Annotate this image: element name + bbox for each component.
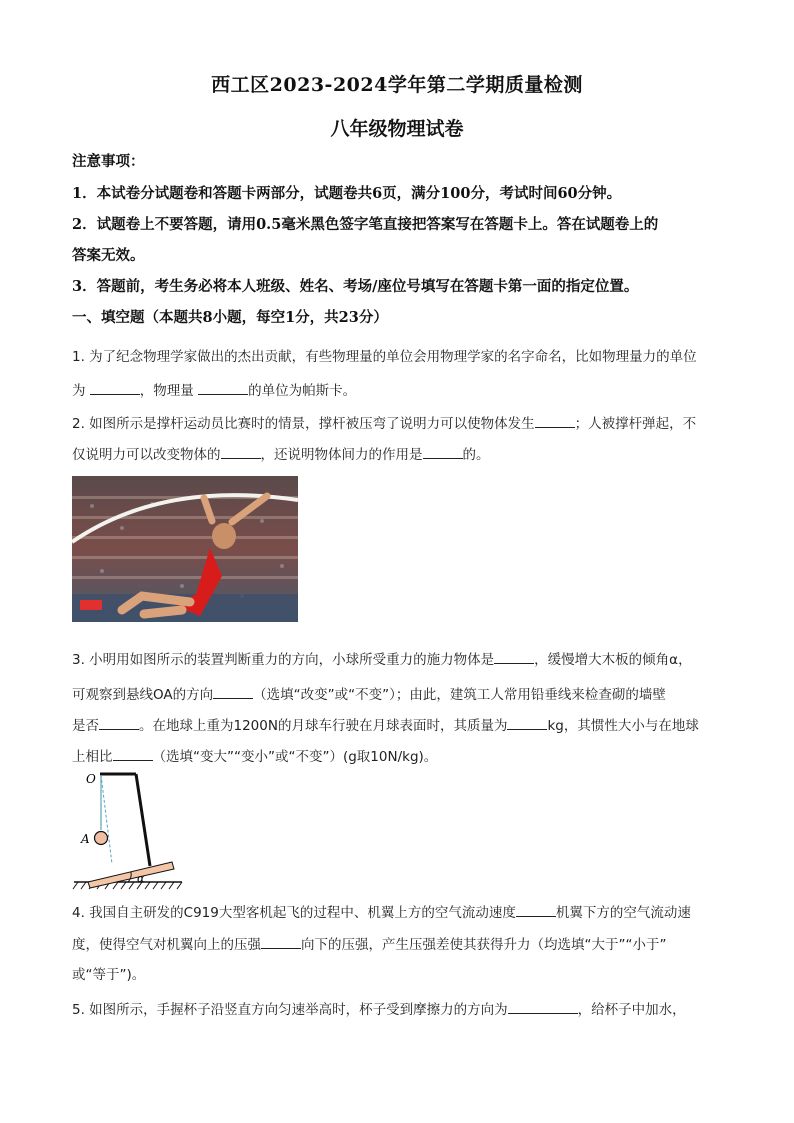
- answer-blank: [99, 715, 139, 730]
- answer-blank: [90, 380, 140, 395]
- question-2-line-2: 仅说明力可以改变物体的 ，还说明物体间力的作用是 的。: [72, 443, 732, 463]
- answer-blank: [494, 649, 534, 664]
- answer-blank: [423, 444, 463, 459]
- pole-vault-photo: [72, 476, 298, 622]
- question-4-line-1: 4. 我国自主研发的C919大型客机起飞的过程中、机翼上方的空气流动速度 机翼下方的空气流动速: [72, 901, 732, 921]
- exam-title: 西工区2023-2024学年第二学期质量检测: [211, 74, 583, 96]
- question-3-line-2: 可观察到悬线OA的方向 （选填“改变”或“不变”）；由此，建筑工人常用铅垂线来检查砌的墙壁: [72, 683, 732, 703]
- question-4-line-2: 度，使得空气对机翼向上的压强 向下的压强，产生压强差使其获得升力（均选填“大于”“小于”: [72, 933, 732, 953]
- section-heading: 一、填空题（本题共8小题，每空1分，共23分）: [72, 309, 388, 326]
- note-item-2-cont: 答案无效。: [72, 247, 145, 264]
- answer-blank: [535, 413, 575, 428]
- pole-vault-illustration: [72, 476, 298, 622]
- question-3-line-3: 是否 。在地球上重为1200N的月球车行驶在月球表面时，其质量为 kg，其惯性大小与在地球: [72, 714, 732, 734]
- answer-blank: [198, 380, 248, 395]
- plumb-line-diagram: [72, 768, 184, 896]
- question-2-line-1: 2. 如图所示是撑杆运动员比赛时的情景，撑杆被压弯了说明力可以使物体发生 ；人被撑杆弹起，不: [72, 412, 732, 432]
- label-alpha: α: [137, 872, 145, 885]
- answer-blank: [113, 746, 153, 761]
- answer-blank: [508, 999, 578, 1014]
- plumb-line-figure: [72, 768, 184, 892]
- note-item-2: 2．试题卷上不要答题，请用0.5毫米黑色签字笔直接把答案写在答题卡上。答在试题卷上的: [72, 216, 659, 233]
- question-3-line-1: 3. 小明用如图所示的装置判断重力的方向，小球所受重力的施力物体是 ，缓慢增大木板的倾角α，: [72, 648, 732, 668]
- label-a: A: [81, 832, 90, 846]
- question-1-line-2: 为 ，物理量 的单位为帕斯卡。: [72, 379, 732, 399]
- question-3-line-4: 上相比 （选填“变大”“变小”或“不变”）(g取10N/kg)。: [72, 745, 732, 765]
- exam-subtitle: 八年级物理试卷: [330, 118, 464, 140]
- question-4-line-3: 或“等于”)。: [72, 967, 146, 983]
- answer-blank: [516, 902, 556, 917]
- notes-heading: 注意事项：: [72, 153, 145, 170]
- answer-blank: [213, 684, 253, 699]
- note-item-3: 3．答题前，考生务必将本人班级、姓名、考场/座位号填写在答题卡第一面的指定位置。: [72, 278, 639, 295]
- question-5-line-1: 5. 如图所示，手握杯子沿竖直方向匀速举高时，杯子受到摩擦力的方向为 ，给杯子中加水，: [72, 998, 732, 1018]
- question-1-line-1: 1. 为了纪念物理学家做出的杰出贡献，有些物理量的单位会用物理学家的名字命名，比如物理量力的单位: [72, 349, 697, 365]
- answer-blank: [261, 934, 301, 949]
- answer-blank: [507, 715, 547, 730]
- answer-blank: [221, 444, 261, 459]
- note-item-1: 1．本试卷分试题卷和答题卡两部分，试题卷共6页，满分100分，考试时间60分钟。: [72, 185, 622, 202]
- label-o: O: [86, 772, 96, 786]
